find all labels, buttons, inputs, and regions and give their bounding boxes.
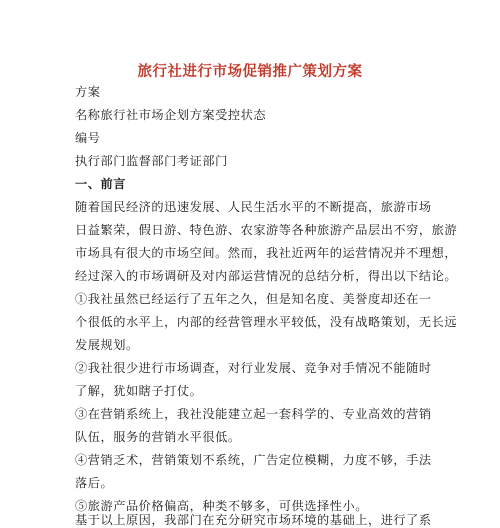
doc-line: ①我社虽然已经运行了五年之久，但是知名度、美誉度却还在一	[75, 292, 432, 306]
doc-line: 了解，犹如瞎子打仗。	[75, 384, 203, 398]
doc-line: 落后。	[75, 476, 114, 490]
doc-line: 随着国民经济的迅速发展、人民生活水平的不断提高，旅游市场	[75, 200, 432, 214]
doc-line: 发展规划。	[75, 338, 139, 352]
doc-line: 基于以上原因，我部门在充分研究市场环境的基础上，进行了系	[75, 513, 432, 527]
doc-line: 经过深入的市场调研及对内部运营情况的总结分析，得出以下结论。	[75, 269, 458, 283]
doc-line: 市场具有很大的市场空间。然而，我社近两年的运营情况并不理想，	[75, 246, 458, 260]
doc-line: ④营销乏术，营销策划不系统，广告定位模糊，力度不够，手法	[75, 453, 432, 467]
doc-line: 执行部门监督部门考证部门	[75, 154, 228, 168]
document-title: 旅行社进行市场促销推广策划方案	[137, 63, 363, 80]
section-heading: 一、前言	[75, 177, 126, 191]
doc-line: 名称旅行社市场企划方案受控状态	[75, 108, 267, 122]
doc-line: 日益繁荣，假日游、特色游、农家游等各种旅游产品层出不穷，旅游	[75, 223, 458, 237]
doc-line: 方案	[75, 85, 101, 99]
doc-line: ③在营销系统上，我社没能建立起一套科学的、专业高效的营销	[75, 407, 432, 421]
doc-line: ②我社很少进行市场调查，对行业发展、竞争对手情况不能随时	[75, 361, 432, 375]
doc-line: ⑤旅游产品价格偏高，种类不够多，可供选择性小。	[75, 499, 368, 513]
doc-line: 个很低的水平上，内部的经营管理水平较低，没有战略策划，无长远	[75, 315, 458, 329]
doc-line: 队伍，服务的营销水平很低。	[75, 430, 241, 444]
doc-line: 编号	[75, 131, 101, 145]
